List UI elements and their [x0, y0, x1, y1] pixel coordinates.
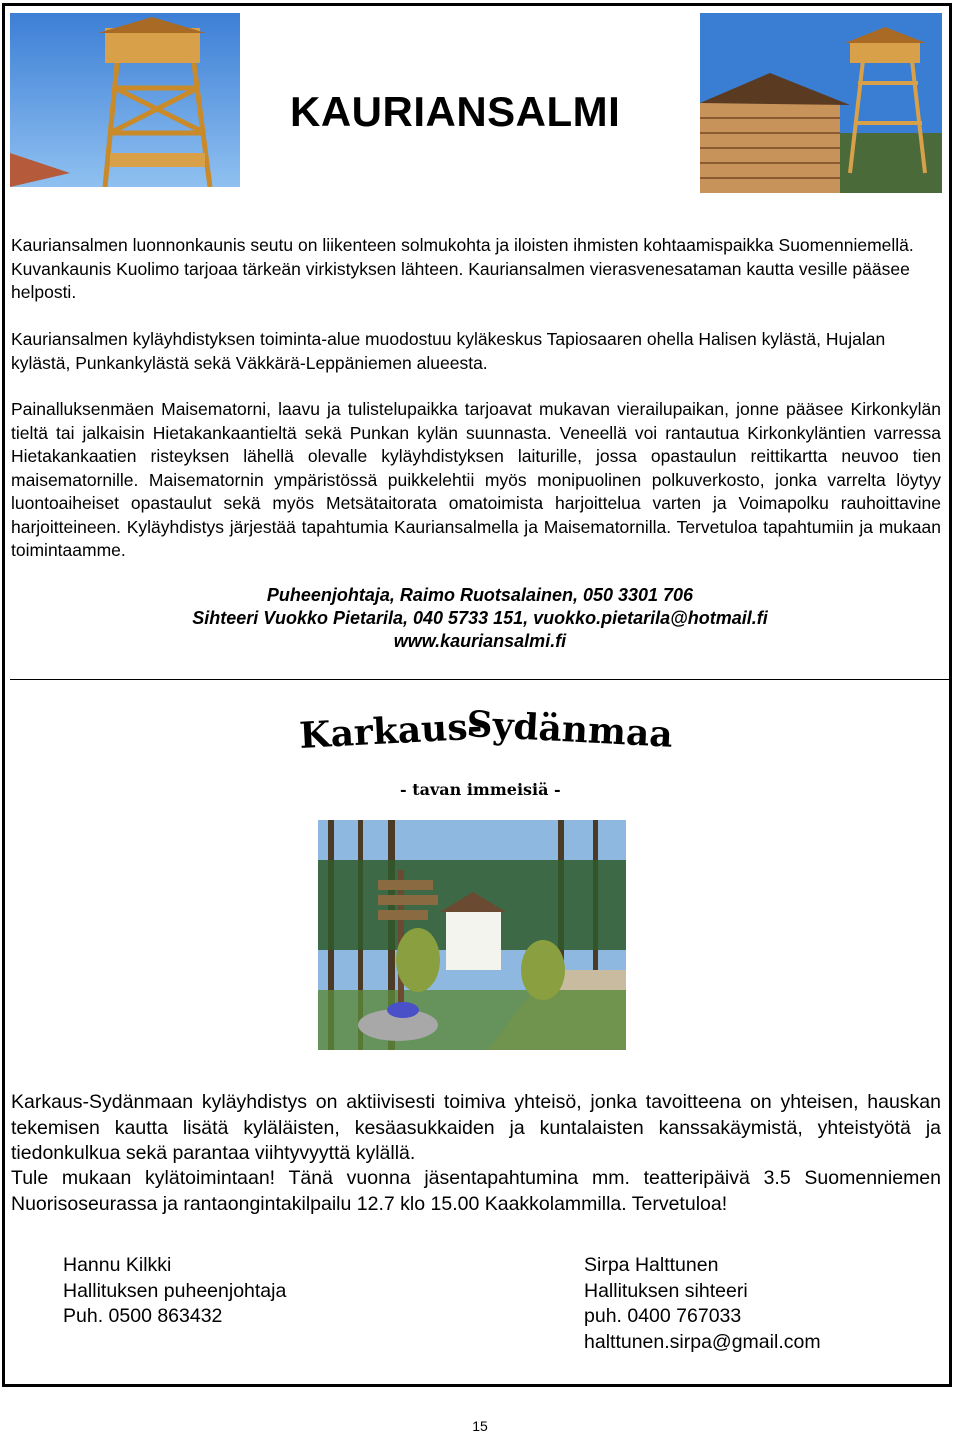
karkaus-sydanmaa-logo — [300, 700, 680, 760]
intro-paragraph: Kauriansalmen luonnonkaunis seutu on liikenteen solmukohta ja iloisten ihmisten kohtaamispaikka Suomenniemellä. Kuvankaunis Kuolimo tarjoaa tärkeän virkistyksen lähteen. Kauriansalmen vierasvenesataman kautta vesille pääsee helposti. — [11, 235, 914, 302]
tagline: - tavan immeisiä - — [400, 780, 561, 799]
signature-right-role: Hallituksen sihteeri — [584, 1279, 748, 1302]
tower-photo-right — [700, 13, 942, 193]
website-link[interactable]: www.kauriansalmi.fi — [393, 631, 567, 651]
signature-left-role: Hallituksen puheenjohtaja — [63, 1279, 287, 1302]
signature-right-email[interactable]: halttunen.sirpa@gmail.com — [584, 1330, 821, 1353]
signature-right — [584, 1253, 821, 1355]
karkaus-intro: Karkaus-Sydänmaan kyläyhdistys on aktiivisesti toimiva yhteisö, jonka tavoitteena on yhteisen, hauskan tekemisen kautta lisätä kyläläisten, kesäasukkaiden ja kuntalaisten kanssakäymistä, yhteistyötä ja tiedonkulkua sekä parantaa viihtyvyyttä kylällä. — [11, 1091, 941, 1164]
tower-photo-left — [10, 13, 240, 187]
svg-text:Sydänmaa: Sydänmaa — [465, 703, 674, 756]
page-title: KAURIANSALMI — [290, 88, 621, 135]
signature-left-phone: Puh. 0500 863432 — [63, 1305, 223, 1327]
chair-contact: Puheenjohtaja, Raimo Ruotsalainen, 050 3301 706 — [266, 585, 694, 605]
karkaus-events: Tule mukaan kylätoimintaan! Tänä vuonna jäsentapahtumina mm. teatteripäivä 3.5 Suomenniemen Nuorisoseurassa ja rantaongintakilpailu 12.7 klo 15.00 Kaakkolammilla. Tervetuloa! — [11, 1167, 941, 1215]
signature-left-name: Hannu Kilkki — [63, 1254, 172, 1276]
area-paragraph: Kauriansalmen kyläyhdistyksen toiminta-alue muodostuu kyläkeskus Tapiosaaren ohella Halisen kylästä, Hujalan kylästä, Punkankylästä sekä Väkkärä-Leppäniemen alueesta. — [11, 329, 886, 373]
page-number: 15 — [472, 1418, 488, 1434]
signature-right-phone: puh. 0400 767033 — [584, 1305, 742, 1327]
svg-text:Karkaus-: Karkaus- — [300, 705, 484, 757]
signpost-photo — [318, 820, 626, 1050]
section-divider — [10, 679, 950, 680]
secretary-contact: Sihteeri Vuokko Pietarila, 040 5733 151, vuokko.pietarila@hotmail.fi — [192, 608, 768, 628]
tower-paragraph: Painalluksenmäen Maisematorni, laavu ja tulistelupaikka tarjoavat mukavan vierailupaikan, jonne pääsee Kirkonkylän tieltä tai jalkaisin Hietakankaantieltä sekä Punkan kylän suunnasta. Veneellä voi rantautua Kirkonkyläntien varressa Hietakankaatien risteyksen lähellä olevalle kyläyhdistyksen laiturille, jossa opastaulun reittikartta neuvoo tien maisematornille. Maisematornin ympäristössä puikkelehtii myös monipuolinen polkuverkosto, jonka varrelta löytyy luontoaiheiset opastaulut sekä myös Metsätaitorata omatoimista harjoittelua varten ja Voimapolku rauhoittavine harjoitteineen. Kyläyhdistys järjestää tapahtumia Kauriansalmella ja Maisematornilla. Tervetuloa tapahtumiin ja mukaan toimintaamme. — [11, 399, 941, 560]
signature-right-name: Sirpa Halttunen — [584, 1254, 719, 1276]
signature-left — [63, 1253, 286, 1330]
